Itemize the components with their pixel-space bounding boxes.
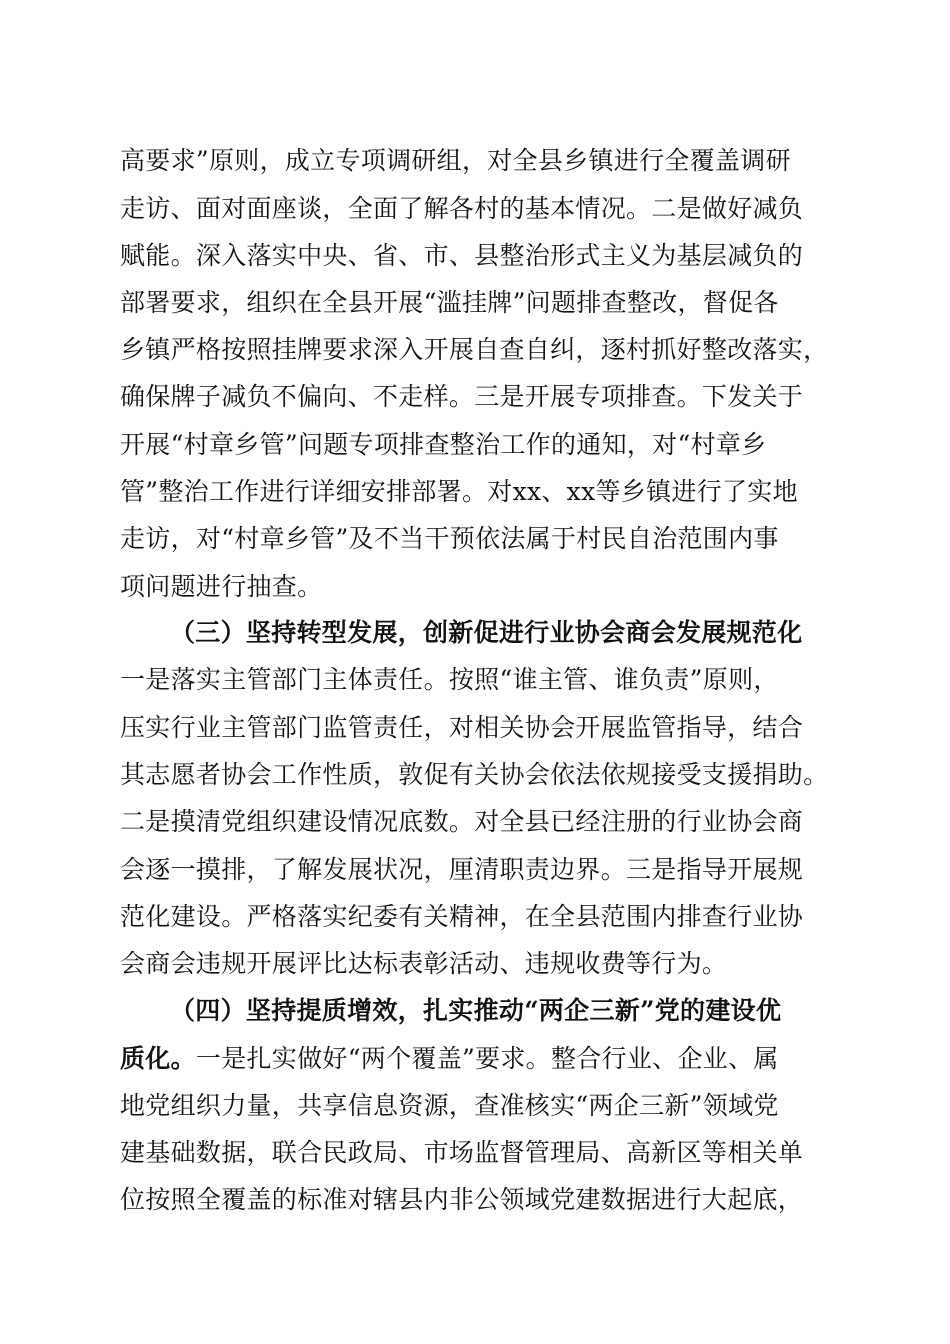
paragraph-line: 位按照全覆盖的标准对辖县内非公领域党建数据进行大起底， <box>120 1185 804 1214</box>
section-heading-3: （三）坚持转型发展，创新促进行业协会商会发展规范化 <box>170 618 803 647</box>
paragraph-line: 项问题进行抽查。 <box>120 572 323 601</box>
section-4-first-line <box>120 1039 779 1079</box>
paragraph-line: 其志愿者协会工作性质，敦促有关协会依法依规接受支援捐助。 <box>120 760 829 789</box>
paragraph-line: 一是落实主管部门主体责任。按照“谁主管、谁负责”原则， <box>120 665 779 694</box>
paragraph-line: 范化建设。严格落实纪委有关精神，在全县范围内排查行业协 <box>120 902 804 931</box>
paragraph-line: 开展“村章乡管”问题专项排查整治工作的通知，对“村章乡 <box>120 430 767 459</box>
paragraph-text: 一是扎实做好“两个覆盖”要求。整合行业、企业、属 <box>195 1044 779 1073</box>
paragraph-line: 走访、面对面座谈，全面了解各村的基本情况。二是做好减负 <box>120 194 804 223</box>
paragraph-line: 部署要求，组织在全县开展“滥挂牌”问题排查整改，督促各 <box>120 288 779 317</box>
paragraph-line: 走访，对“村章乡管”及不当干预依法属于村民自治范围内事 <box>120 524 779 553</box>
paragraph-line: 确保牌子减负不偏向、不走样。三是开展专项排查。下发关于 <box>120 382 804 411</box>
paragraph-line: 地党组织力量，共享信息资源，查准核实“两企三新”领域党 <box>120 1091 779 1120</box>
paragraph-line: 建基础数据，联合民政局、市场监督管理局、高新区等相关单 <box>120 1138 804 1167</box>
paragraph-line: 会逐一摸排，了解发展状况，厘清职责边界。三是指导开展规 <box>120 855 804 884</box>
paragraph-line: 会商会违规开展评比达标表彰活动、违规收费等行为。 <box>120 949 728 978</box>
paragraph-line: 乡镇严格按照挂牌要求深入开展自查自纠，逐村抓好整改落实， <box>120 335 829 364</box>
paragraph-line: 压实行业主管部门监管责任，对相关协会开展监管指导，结合 <box>120 713 804 742</box>
paragraph-line: 管”整治工作进行详细安排部署。对xx、xx等乡镇进行了实地 <box>120 477 798 506</box>
section-heading-4-cont: 质化。 <box>120 1044 196 1073</box>
paragraph-line: 赋能。深入落实中央、省、市、县整治形式主义为基层减负的 <box>120 241 804 270</box>
section-heading-4: （四）坚持提质增效，扎实推动“两企三新”党的建设优 <box>170 996 782 1025</box>
paragraph-line: 二是摸清党组织建设情况底数。对全县已经注册的行业协会商 <box>120 807 804 836</box>
paragraph-line: 高要求”原则，成立专项调研组，对全县乡镇进行全覆盖调研 <box>120 146 791 175</box>
